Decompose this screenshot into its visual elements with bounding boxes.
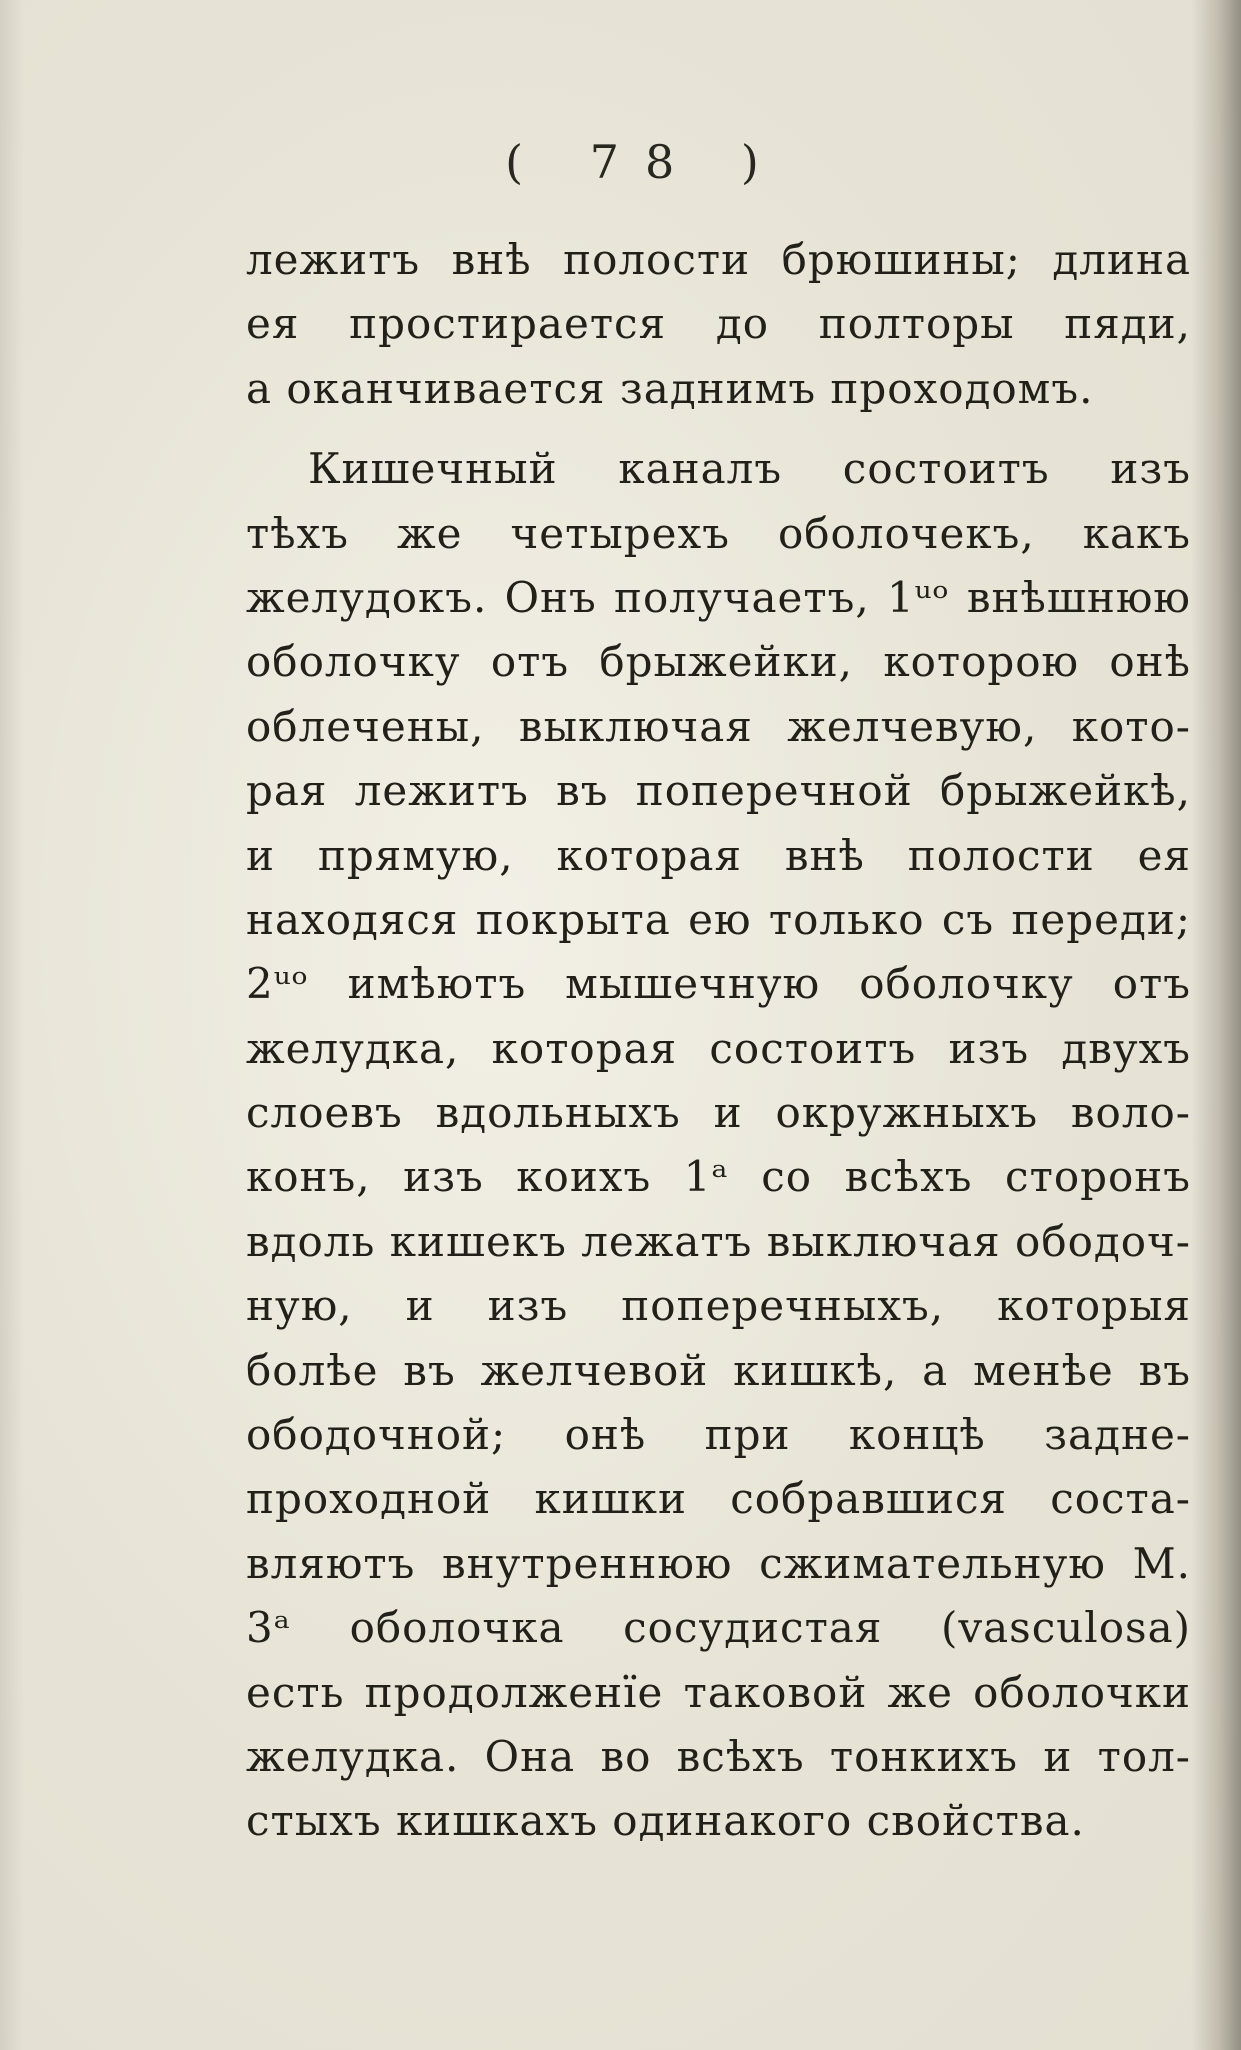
page-left-edge — [0, 0, 24, 2050]
text-line: ея простирается до полторы пяди, — [246, 299, 1191, 349]
text-line: стыхъ кишкахъ одинакого свойства. — [246, 1796, 1085, 1846]
text-line: лежитъ внѣ полости брюшины; длина — [246, 235, 1191, 284]
text-line: и прямую, которая внѣ полости ея — [246, 830, 1191, 880]
text-line: тѣхъ же четырехъ оболочекъ, какъ — [246, 508, 1191, 558]
page-number: ( 78 ) — [505, 135, 785, 189]
text-line: слоевъ вдольныхъ и окружныхъ воло- — [246, 1088, 1191, 1138]
text-line: находяся покрыта ею только съ переди; — [246, 894, 1191, 944]
text-line: облечены, выключая желчевую, кото- — [246, 701, 1191, 751]
text-line: желудка. Она во всѣхъ тонкихъ и тол- — [246, 1731, 1191, 1781]
text-line: желудка, которая состоитъ изъ двухъ — [246, 1023, 1191, 1073]
text-line: ободочной; онѣ при концѣ задне- — [246, 1410, 1191, 1460]
text-line: рая лежитъ въ поперечной брыжейкѣ, — [246, 766, 1191, 816]
paragraph-2 — [246, 437, 1191, 1854]
text-line: оболочку отъ брыжейки, которою онѣ — [246, 637, 1191, 687]
text-line: проходной кишки собравшися соста- — [246, 1474, 1191, 1524]
text-line: ную, и изъ поперечныхъ, которыя — [246, 1281, 1191, 1331]
text-line: вляютъ внутреннюю сжимательную М. — [246, 1538, 1191, 1588]
text-line: Кишечный каналъ состоитъ изъ — [308, 444, 1191, 494]
body-text — [246, 228, 1191, 1854]
page-spine-shadow — [1191, 0, 1241, 2050]
text-line: болѣе въ желчевой кишкѣ, а менѣе въ — [246, 1345, 1191, 1395]
text-line: вдоль кишекъ лежатъ выключая ободоч- — [246, 1216, 1191, 1266]
text-line: 3ᵃ оболочка сосудистая (vasculosa) — [246, 1603, 1191, 1653]
text-line: а оканчивается заднимъ проходомъ. — [246, 363, 1094, 413]
text-line: есть продолженїе таковой же оболочки — [246, 1667, 1191, 1717]
text-line: конъ, изъ коихъ 1ᵃ со всѣхъ сторонъ — [246, 1152, 1191, 1202]
paragraph-1 — [246, 228, 1191, 421]
text-line: желудокъ. Онъ получаетъ, 1ᵘᵒ внѣшнюю — [246, 572, 1191, 622]
text-line: 2ᵘᵒ имѣютъ мышечную оболочку отъ — [246, 959, 1191, 1009]
